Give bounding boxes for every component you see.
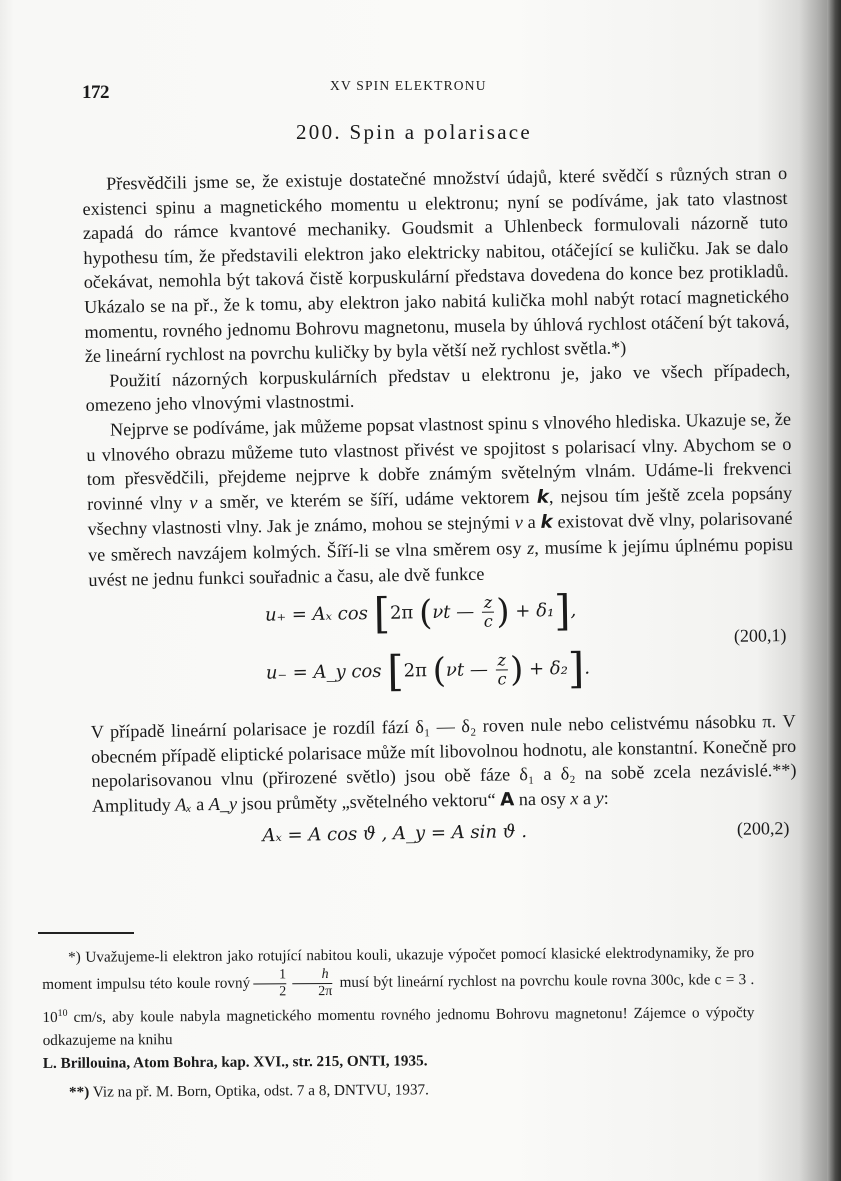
section-title: 200. Spin a polarisace <box>296 120 533 144</box>
vector-k: k <box>540 511 553 534</box>
footnote-separator <box>38 932 134 934</box>
paragraph-limitations: Použití názorných korpuskulárních představ u elektronu je, jako ve všech případech, omezeno jeho vlnovými vlastnostmi. <box>85 359 791 416</box>
footnotes <box>42 941 755 1104</box>
body-text <box>82 161 798 857</box>
equation-u-plus: u₊ = Aₓ cos [2π (νt — $\frac{z}{c}$ ) + δ₁], <box>264 585 577 639</box>
equation-u-minus: u₋ = A_y cos [2π (νt — $\frac{z}{c}$ ) + δ₂]. <box>265 643 591 696</box>
vector-A: A <box>500 789 515 811</box>
paragraph-wave-description: Nejprve se podíváme, jak můžeme popsat vlastnost spinu s vlnového hlediska. Ukazuje se, že u vlnového obrazu můžeme tuto vlastnost přivést ve spojitost s polarisací vlny. Abychom se o tom přesvědčili, přejdeme nejprve k dobře známým světelným vlnám. Udáme-li frekvenci rovinné vlny ν a směr, ve kterém se šíří, udáme vektorem k, nejsou tím ještě zcela popsány všechny vlastnosti vlny. Jak je známo, mohou se stejnými ν a k existovat dvě vlny, polarisované ve směrech navzájem kolmých. Šíří-li se vlna směrem osy z, musíme k jejímu úplnému popisu uvést ne jednu funkci souřadnic a času, ale dvě funkce <box>86 408 794 590</box>
vector-k: k <box>536 486 550 508</box>
footnote-2: **) Viz na př. M. Born, Optika, odst. 7 a 8, DNTVU, 1937. <box>68 1081 429 1101</box>
paragraph-intro: Přesvědčili jsme se, že existuje dostatečné množství údajů, které svědčí s různých stran o existenci spinu a magnetického momentu u elektronu; nyní se podíváme, jak tato vlastnost zapadá do rámce kvantové mechaniky. Goudsmit a Uhlenbeck formulovali názorně tuto hypothesu tím, že představili elektron jako elektricky nabitou, otáčející se kuličku. Jak se dalo očekávat, nemohla být taková čistě korpuskulární představa dovedena do konce bez protikladů. Ukázalo se na př., že k tomu, aby elektron jako nabitá kulička mohl nabýt rotací magnetického momentu, rovného jednomu Bohrovu magnetonu, musela by úhlová rychlost otáčení být taková, že lineární rychlost na povrchu kuličky by byla větší než rychlost světla.*) <box>82 162 790 367</box>
page-header <box>82 68 794 108</box>
equation-number: (200,2) <box>736 818 790 840</box>
page-content <box>82 68 797 847</box>
paragraph-polarisation: V případě lineární polarisace je rozdíl fází δ₁ — δ₂ roven nule nebo celistvému násobku π. V obecném případě eliptické polarisace může mít libovolnou hodnotu, ale konstantní. Konečně pro nepolarisovanou vlnu (přirozené světlo) jsou obě fáze δ₁ a δ₂ na sobě zcela nezávislé.**) Amplitudy Aₓ a A_y jsou průměty „světelného vektoru“ A na osy x a y: <box>90 710 797 816</box>
equation-number: (200,1) <box>733 625 787 646</box>
equation-amplitudes: Aₓ = A cos ϑ , A_y = A sin ϑ . <box>262 821 528 847</box>
page-number: 172 <box>82 82 109 103</box>
book-spine-shadow <box>827 0 841 1181</box>
equation-200-2 <box>92 814 797 857</box>
equation-200-1 <box>89 585 796 714</box>
footnote-1: *) Uvažujeme-li elektron jako rotující nabitou kouli, ukazuje výpočet pomocí klasické elektrodynamiky, že pro moment impulsu této koule rovný $\frac{1}{2}$ $\frac{h}{2\pi}$ musí být lineární rychlost na povrchu koule rovna 300c, kde c = 3 . $10^{10}$ cm/s, aby koule nabyla magnetického momentu rovného jednomu Bohrovu magnetonu! Zájemce o výpočty odkazujeme na knihu L. Brillouina, Atom Bohra, kap. XVI., str. 215, ONTI, 1935. <box>42 944 755 1073</box>
running-head: XV SPIN ELEKTRONU <box>330 78 487 93</box>
